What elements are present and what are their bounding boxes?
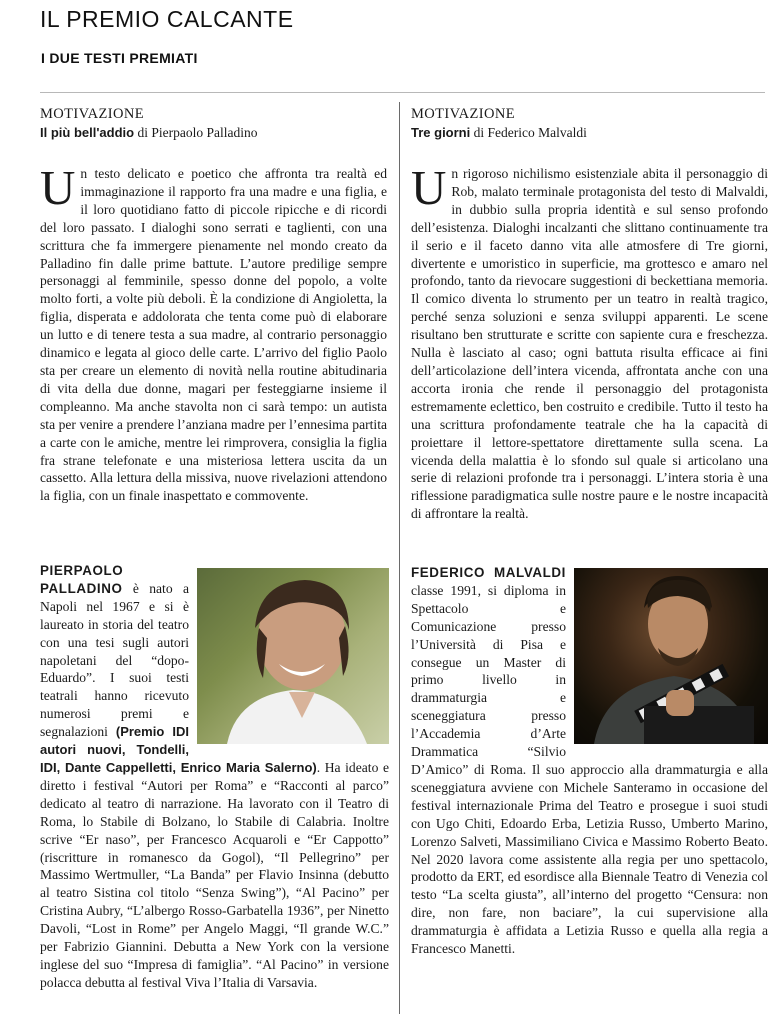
motivation-body-right: n rigoroso nichilismo esistenziale abita il personaggio di Rob, malato terminale protagonista del testo di Malvaldi, in dubbio sulla propria identità e sul senso profondo dell’esistenza. Dialoghi incalzanti che slittano continuamente tra il serio e il faceto danno vita alle atmosfere di Tre giorni, divertente e umoristico in superficie, ma grottesco e amaro nel profondo, tanto da rievocare suggestioni di beckettiana memoria. Il comico diventa lo strumento per un teatro in realtà tragico, perché senza soluzioni e senza sviluppi apparenti. Le scene risultano ben strutturate e scritte con sapiente cura e freschezza. Nulla è lasciato al caso; ogni battuta risulta efficace ai fini dell’articolazione dell’intera vicenda, affrontata anche con una accorta ironia che rende il personaggio del protagonista estremamente eclettico, ben costruito e credibile. Tutto il testo ha una scrittura profondamente teatrale che ha la capacità di proiettare il lettore-spettatore direttamente sulla scena. La vicenda della malattia è lo sfondo sul quale si articolano una serie di relazioni profonde tra i personaggi. L’intera storia è una riflessione paradigmatica sulle nostre paure e le nostre incapacità di affrontare la realtà. bbox=[411, 166, 768, 522]
bio-text-left-1: è nato a Napoli nel 1967 e si è laureato in storia del teatro con una tesi sugli autori napoletani del “dopo-Eduardo”. I suoi testi teatrali hanno ricevuto numerosi premi e segnalazioni bbox=[40, 580, 189, 740]
work-title-left: Il più bell'addio bbox=[40, 125, 135, 140]
portrait-illustration-right bbox=[574, 568, 768, 744]
header-divider bbox=[40, 92, 765, 93]
motivazione-label-left: MOTIVAZIONE bbox=[40, 106, 145, 122]
bio-text-right: classe 1991, si diploma in Spettacolo e Comunicazione presso l’Università di Pisa e consegue un Master di primo livello in drammaturgia e sceneggiatura presso l’Accademia d’Arte Drammatica “Silvio D’Amico” di Roma. Il suo approccio alla drammaturgia e alla sceneggiatura avviene con Michele Santeramo in occasione del festival internazionale Prima del Teatro e prosegue i suoi studi con Ugo Chiti, Edoardo Erba, Letizia Russo, Umberto Marino, Lorenzo Salveti, Massimiliano Civica e Massimo Roberto Beato. Nel 2020 lavora come assistente alla regia per uno spettacolo, prodotto da ERT, ed esordisce alla Biennale Teatro di Venezia col testo “La scelta giusta”, all’interno del progetto “Censura: non dire, non fare, non baciare”, la cui supervisione alla drammaturgia è affidata a Letizia Russo e quella alla regia a Francesco Manetti. bbox=[411, 582, 768, 957]
motivation-text-right bbox=[411, 160, 768, 523]
work-heading-right bbox=[411, 124, 768, 142]
portrait-illustration-left bbox=[197, 568, 389, 744]
right-column bbox=[411, 106, 768, 523]
motivazione-label-right: MOTIVAZIONE bbox=[411, 106, 516, 122]
author-bio-left bbox=[40, 562, 389, 992]
bio-awards-left: (Premio IDI autori nuovi, Tondelli, IDI, Dante Cappelletti, Enrico Maria Salerno) bbox=[40, 724, 317, 775]
dropcap-left: U bbox=[40, 160, 76, 215]
dropcap-right: U bbox=[411, 160, 447, 215]
author-photo-palladino bbox=[197, 568, 389, 744]
work-author-left: di Pierpaolo Palladino bbox=[134, 125, 258, 140]
page-subtitle: I DUE TESTI PREMIATI bbox=[41, 50, 198, 66]
bio-name-left: PIERPAOLO PALLADINO bbox=[40, 563, 124, 596]
column-divider bbox=[399, 102, 400, 1014]
motivation-body-left: n testo delicato e poetico che affronta tra realtà ed immaginazione il rapporto fra una madre e una figlia, e il loro quotidiano fatto di piccole ripicche e di ricordi del loro passato. I dialoghi sono serrati e taglienti, con una scrittura che fa immergere pienamente nel mondo creato da Palladino fin dalle prime battute. L’autore predilige sempre personaggi al femminile, spesso donne del popolo, a volte molto forti, a volte più deboli. È la condizione di Angioletta, la figlia, disperata e addolorata che tenta come può di elaborare un lutto e di tenere testa a sua madre, al contrario personaggio dinamico e legata al gioco delle carte. L’arrivo del figlio Paolo sta per creare un elemento di novità nella routine abitudinaria di vita della due donne, magari per festeggiarne insieme il compleanno. Ma anche stavolta non ci sarà tempo: un autista sta per venire a prendere l’anziana madre per l’ennesima partita a carte con le amiche, mentre lei rimprovera, consiglia la figlia fra strane telefonate e una misteriosa lettera uscita da un cassetto. Alla lettura della missiva, nuove rivelazioni attendono la figlia, con un finale inaspettato e commovente. bbox=[40, 166, 387, 504]
author-bio-right bbox=[411, 564, 768, 958]
author-photo-malvaldi bbox=[574, 568, 768, 744]
page-title: IL PREMIO CALCANTE bbox=[40, 6, 294, 32]
left-column bbox=[40, 106, 387, 505]
bio-text-left-2: . Ha ideato e diretto i festival “Autori per Roma” e “Racconti al parco” dedicato al teatro di narrazione. Ha lavorato con il Teatro di Roma, lo Stabile di Bolzano, lo Stabile di Calabria. Inoltre scrive “Er naso”, per Francesco Acquaroli e “Er Cappotto” (riscritture in romanesco da Gogol), “Il Pellegrino” per Massimo Wertmuller, “La Banda” per Flavio Insinna (debutto al teatro Sistina col titolo “Senza Swing”), “Al Pacino” per Cristina Aubry, “L’albergo Rosso-Garbatella 1936”, per Ninetto Davoli, “Lost in Rome” per Angelo Maggi, “Il grande W.C.” per Fabrizio Giannini. Debutta a New York con la versione inglese del suo “Impresa di famiglia”. “Al Pacino” in versione polacca debutta al festival Viva l’Italia di Varsavia. bbox=[40, 759, 389, 990]
bio-name-right: FEDERICO MALVALDI bbox=[411, 565, 566, 580]
motivation-text-left bbox=[40, 160, 387, 505]
work-title-right: Tre giorni bbox=[411, 125, 471, 140]
work-author-right: di Federico Malvaldi bbox=[470, 125, 587, 140]
work-heading-left bbox=[40, 124, 387, 142]
